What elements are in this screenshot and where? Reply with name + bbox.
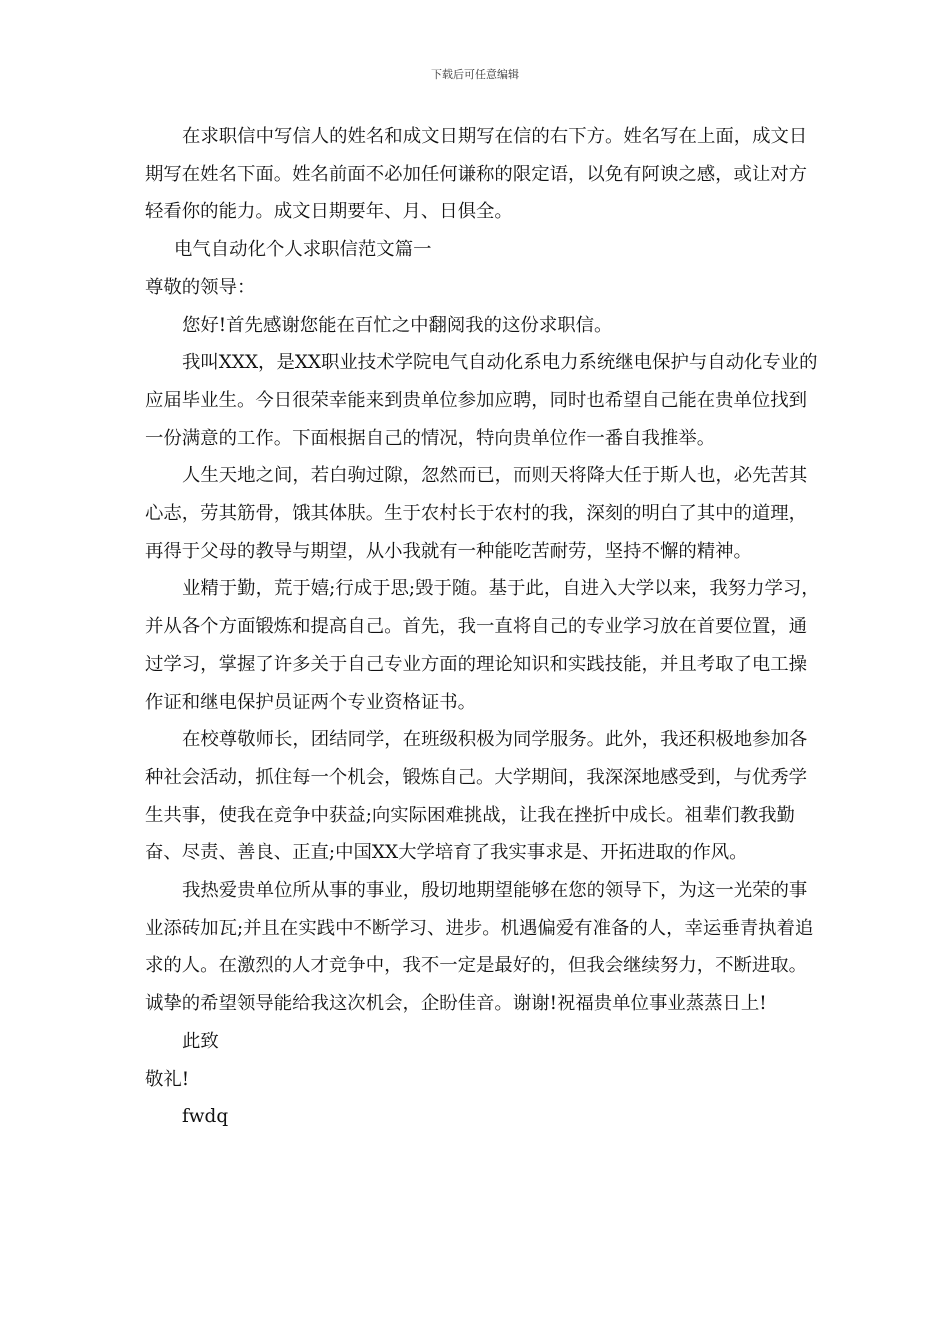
campus-paragraph: 在校尊敬师长，团结同学，在班级积极为同学服务。此外，我还积极地参加各种社会活动，抓住每一个机会，锻炼自己。大学期间，我深深地感受到，与优秀学生共事，使我在竞争中获益;向实际困难挑战，让我在挫折中成长。祖辈们教我勤奋、尽责、善良、正直;中国XX大学培育了我实事求是、开拓进取的作风。 [145,729,808,864]
paragraph-signature-note: 在求职信中写信人的姓名和成文日期写在信的右下方。姓名写在上面，成文日期写在姓名下面。姓名前面不必加任何谦称的限定语，以免有阿谀之感，或让对方轻看你的能力。成文日期要年、月、日俱全。 [145,126,808,223]
page-header: 下载后可任意编辑 [431,68,519,81]
salutation: 尊敬的领导： [145,276,256,298]
study-paragraph: 业精于勤，荒于嬉;行成于思;毁于随。基于此，自进入大学以来，我努力学习，并从各个方面锻炼和提高自己。首先，我一直将自己的专业学习放在首要位置，通过学习，掌握了许多关于自己专业方面的理论知识和实践技能，并且考取了电工操作证和继电保护员证两个专业资格证书。 [145,578,820,713]
background-paragraph: 人生天地之间，若白驹过隙，忽然而已，而则天将降大任于斯人也，必先苦其心志，劳其筋骨，饿其体肤。生于农村长于农村的我，深刻的明白了其中的道理，再得于父母的教导与期望，从小我就有一种能吃苦耐劳，坚持不懈的精神。 [145,465,808,562]
closing-paragraph: 我热爱贵单位所从事的事业，殷切地期望能够在您的领导下，为这一光荣的事业添砖加瓦;并且在实践中不断学习、进步。机遇偏爱有准备的人，幸运垂青执着追求的人。在激烈的人才竞争中，我不一定是最好的，但我会继续努力，不断进取。诚挚的希望领导能给我这次机会，企盼佳音。谢谢!祝福贵单位事业蒸蒸日上! [145,880,814,1015]
regards: 敬礼! [145,1068,190,1090]
greeting-paragraph: 您好!首先感谢您能在百忙之中翻阅我的这份求职信。 [182,314,613,336]
closing-phrase: 此致 [182,1030,219,1052]
introduction-paragraph: 我叫XXX，是XX职业技术学院电气自动化系电力系统继电保护与自动化专业的应届毕业生。今日很荣幸能来到贵单位参加应聘，同时也希望自己能在贵单位找到一份满意的工作。下面根据自己的情况，特向贵单位作一番自我推举。 [145,352,818,449]
section-title: 电气自动化个人求职信范文篇一 [174,239,432,261]
signature: fwdq [182,1106,229,1128]
document-body [145,118,825,1136]
